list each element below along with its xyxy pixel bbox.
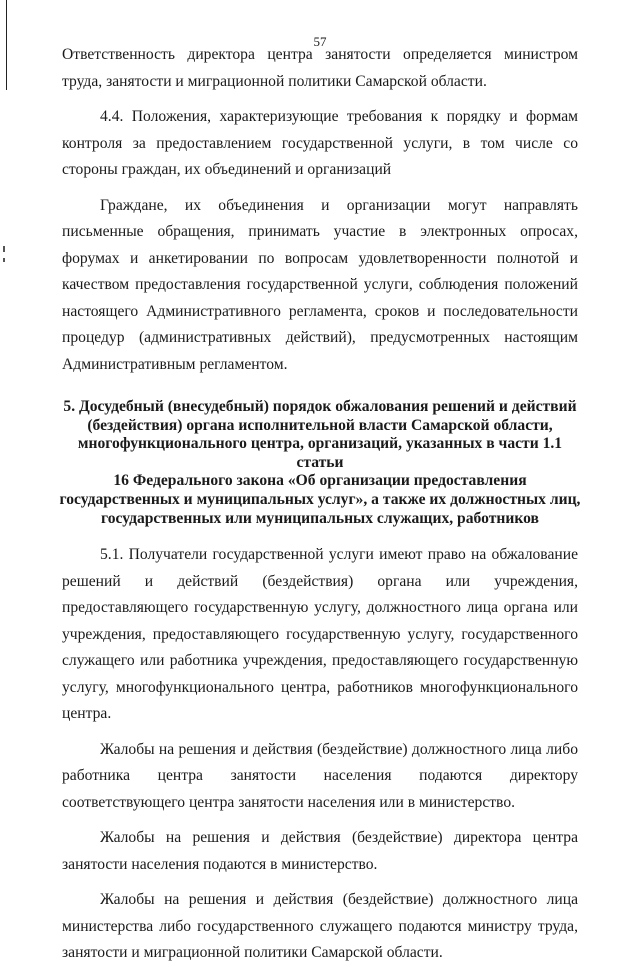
heading-line: 16 Федерального закона «Об организации предоставления [113,472,527,490]
heading-line: (бездействия) органа исполнительной власти Самарской области, [87,416,553,434]
heading-line: государственных или муниципальных служащих, работников [101,509,539,527]
page-edge-mark [3,246,5,252]
heading-line: государственных и муниципальных услуг», а также их должностных лиц, [59,490,581,508]
heading-line: 5. Досудебный (внесудебный) порядок обжалования решений и действий [63,398,577,415]
page-number: 57 [313,34,327,49]
paragraph-4-4: 4.4. Положения, характеризующие требования к порядку и формам контроля за предоставлением государственной услуги, в том числе со стороны граждан, их объединений и организаций [62,108,578,178]
section-5-heading [59,398,581,528]
paragraph-complaints-ministry: Жалобы на решения и действия (бездействие) должностного лица министерства либо государственного служащего подаются министру труда, занятости и миграционной политики Самарской области. [62,891,578,962]
paragraph-citizens: Граждане, их объединения и организации могут направлять письменные обращения, принимать участие в электронных опросах, форумах и анкетировании по вопросам удовлетворенности полнотой и качеством предоставления государственной услуги, соблюдения положений настоящего Административного регламента, сроков и последовательности процедур (административных действий), предусмотренных настоящим Административным регламентом. [62,196,578,373]
paragraph-complaints-director: Жалобы на решения и действия (бездействие) директора центра занятости населения подаются в министерство. [62,829,578,873]
paragraph-responsibility: Ответственность директора центра занятости определяется министром труда, занятости и миграционной политики Самарской области. [62,46,578,90]
paragraph-complaints-center: Жалобы на решения и действия (бездействие) должностного лица либо работника центра занятости населения подаются директору соответствующего центра занятости населения или в министерство. [62,740,578,811]
page-edge-mark [3,258,5,262]
heading-line: многофункционального центра, организаций, указанных в части 1.1 статьи [77,435,563,471]
document-body [59,42,581,967]
paragraph-5-1: 5.1. Получатели государственной услуги имеют право на обжалование решений и действий (бездействия) органа или учреждения, предоставляющего государственную услугу, должностного лица органа или учреждения, предоставляющего государственную услугу, государственного служащего или работника учреждения, предоставляющего государственную услугу, многофункционального центра, работников многофункционального центра. [62,546,578,723]
